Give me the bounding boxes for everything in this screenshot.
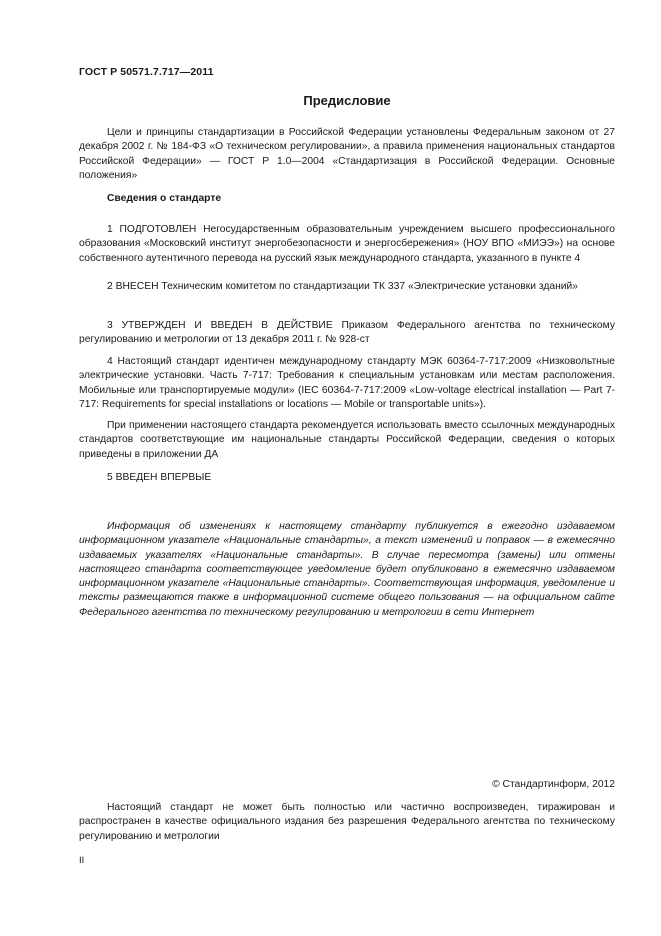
item-4-note: При применении настоящего стандарта рекомендуется использовать вместо ссылочных международных стандартов соответствующие им национальные стандарты Российской Федерации, сведения о которых приведены в приложении ДА [79,420,615,460]
copyright-line: © Стандартинформ, 2012 [492,779,615,790]
intro-paragraph: Цели и принципы стандартизации в Российской Федерации установлены Федеральным законом от 27 декабря 2002 г. № 184-ФЗ «О техническом регулировании», а правила применения национальных стандартов Российской Федерации» — ГОСТ Р 1.0—2004 «Стандартизация в Российской Федерации. Основные положения» [79,127,615,181]
item-4-paragraph: 4 Настоящий стандарт идентичен международному стандарту МЭК 60364-7-717:2009 «Низковольтные электрические установки. Часть 7-717: Требования к специальным установкам или местам расположения. Мобильные или транспортируемые модули» (IEC 60364-7-717:2009 «Low-voltage electrical installation — Part 7-717: Requirements for special installations or locations — Mobile or transportable units»). [79,356,615,410]
page-title: Предисловие [303,93,391,108]
document-id: ГОСТ Р 50571.7.717—2011 [79,66,214,78]
item-2-paragraph: 2 ВНЕСЕН Техническим комитетом по стандартизации ТК 337 «Электрические установки зданий» [107,281,579,292]
item-1-paragraph: 1 ПОДГОТОВЛЕН Негосударственным образовательным учреждением высшего профессионального образования «Московский институт энергобезопасности и энергосбережения» (НОУ ВПО «МИЭЭ») на основе собственного аутентичного перевода на русский язык международного стандарта, указанного в пункте 4 [79,224,615,264]
legal-paragraph: Настоящий стандарт не может быть полностью или частично воспроизведен, тиражирован и распространен в качестве официального издания без разрешения Федерального агентства по техническому регулированию и метрологии [79,802,615,842]
page-number: II [79,855,85,866]
item-5-paragraph: 5 ВВЕДЕН ВПЕРВЫЕ [107,472,212,483]
info-heading: Сведения о стандарте [107,193,222,204]
notice-paragraph: Информация об изменениях к настоящему стандарту публикуется в ежегодно издаваемом информационном указателе «Национальные стандарты», а текст изменений и поправок — в ежемесячно издаваемых указателях «Национальные стандарты». В случае пересмотра (замены) или отмены настоящего стандарта соответствующее уведомление будет опубликовано в ежемесячно издаваемом информационном указателе «Национальные стандарты». Соответствующая информация, уведомление и тексты размещаются также в информационной системе общего пользования — на официальном сайте Федерального агентства по техническому регулированию и метрологии в сети Интернет [79,521,615,618]
item-3-paragraph: 3 УТВЕРЖДЕН И ВВЕДЕН В ДЕЙСТВИЕ Приказом Федерального агентства по техническому регулированию и метрологии от 13 декабря 2011 г. № 928-ст [79,320,615,346]
